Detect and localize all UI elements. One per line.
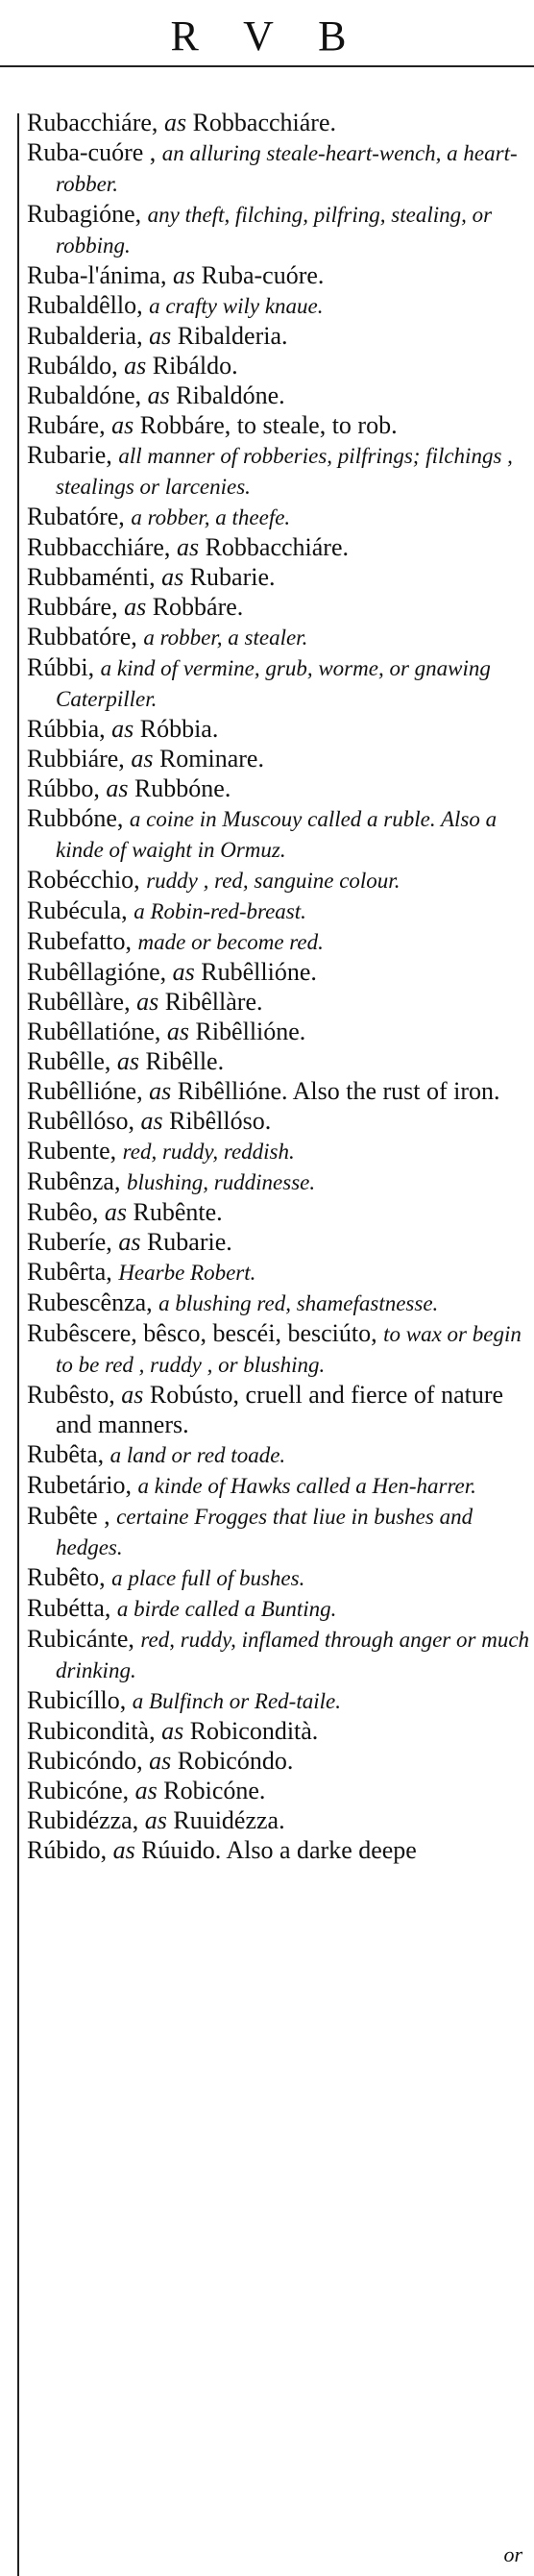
dictionary-entry [27,1716,530,1746]
dictionary-entry [27,1805,530,1835]
entry-gloss: a birde called a Bunting. [116,1597,337,1621]
entry-headword: Rubalderia, [27,322,143,350]
entry-gloss: a crafty wily knaue. [149,294,324,318]
entry-headword: Rubetário, [27,1471,133,1499]
entry-headword: Rubaldêllo, [27,291,143,319]
dictionary-entry [27,440,530,502]
entry-cross-reference-marker: as [116,1047,139,1075]
entry-headword: Rúbbi, [27,653,95,681]
dictionary-entry [27,1197,530,1227]
entry-reference: Ruuidézza. [173,1806,285,1834]
entry-headword: Rubbiáre, [27,745,125,773]
entry-headword: Rubête , [27,1502,110,1530]
entry-reference: Robicondità. [189,1717,319,1745]
entry-gloss: red, ruddy, inflamed through anger or much drinking. [56,1628,530,1682]
entry-gloss: a Robin-red-breast. [134,899,306,923]
dictionary-entry [27,622,530,652]
entry-cross-reference-marker: as [134,1777,158,1804]
entry-headword: Rubêto, [27,1563,106,1591]
entry-headword: Rubicóne, [27,1777,130,1804]
entry-cross-reference-marker: as [149,1747,172,1775]
entry-list [27,108,530,1865]
entry-headword: Rubarie, [27,441,112,469]
entry-cross-reference-marker: as [131,745,154,773]
dictionary-entry [27,562,530,592]
entry-cross-reference-marker: as [136,988,159,1016]
dictionary-entry [27,532,530,562]
header-rule [0,65,534,67]
entry-gloss: to wax or begin to be red , ruddy , or blushing. [56,1322,522,1377]
entry-gloss: red, ruddy, reddish. [122,1140,295,1164]
dictionary-entry [27,1017,530,1046]
entry-cross-reference-marker: as [163,109,187,136]
entry-gloss: a land or red toade. [109,1443,286,1467]
dictionary-entry [27,926,530,957]
entry-headword: Ruba-cuóre , [27,138,157,166]
entry-headword: Rubêrta, [27,1258,112,1286]
dictionary-entry [27,260,530,290]
entry-reference: Róbbia. [139,715,219,743]
entry-reference: Rubarie. [146,1228,232,1256]
entry-headword: Rubáldo, [27,352,118,380]
entry-cross-reference-marker: as [112,1836,135,1864]
dictionary-entry [27,137,530,199]
entry-headword: Ruberíe, [27,1228,112,1256]
entry-headword: Rubicíllo, [27,1686,127,1714]
entry-headword: Rubbacchiáre, [27,533,171,561]
entry-reference: Rubbóne. [134,774,231,802]
entry-cross-reference-marker: as [147,381,170,409]
entry-cross-reference-marker: as [172,958,195,986]
dictionary-entry [27,1076,530,1106]
dictionary-entry [27,290,530,321]
dictionary-entry [27,1166,530,1197]
entry-reference: Robicóndo. [177,1747,294,1775]
entry-gloss: a robber, a theefe. [131,505,291,529]
dictionary-entry [27,1685,530,1716]
dictionary-entry [27,351,530,380]
entry-headword: Rubbatóre, [27,623,137,650]
entry-headword: Rúbbia, [27,715,106,743]
column-rule [17,113,19,2576]
entry-gloss: made or become red. [137,930,324,954]
entry-gloss: Hearbe Robert. [118,1261,256,1285]
dictionary-entry [27,987,530,1017]
entry-reference: Robicóne. [163,1777,266,1804]
entry-headword: Rubicóndo, [27,1747,143,1775]
dictionary-entry [27,1624,530,1685]
dictionary-entry [27,1136,530,1166]
dictionary-entry [27,321,530,351]
entry-gloss: a kinde of Hawks called a Hen-harrer. [137,1474,476,1498]
running-head: R V B [170,12,364,60]
entry-cross-reference-marker: as [106,774,129,802]
dictionary-entry [27,1746,530,1776]
dictionary-entry [27,1257,530,1288]
entry-gloss: all manner of robberies, pilfrings; filchings , stealings or larcenies. [56,444,513,499]
dictionary-entry [27,773,530,803]
entry-cross-reference-marker: as [124,593,147,621]
entry-headword: Rubaldóne, [27,381,142,409]
entry-cross-reference-marker: as [149,1077,172,1105]
entry-cross-reference-marker: as [111,411,134,439]
entry-gloss: a Bulfinch or Red-taile. [132,1689,341,1713]
dictionary-entry [27,714,530,744]
entry-gloss: any theft, filching, pilfring, stealing, or robbing. [56,203,493,258]
dictionary-entry [27,1501,530,1562]
entry-headword: Rubécula, [27,896,128,924]
dictionary-entry [27,502,530,532]
entry-gloss: an alluring steale-heart-wench, a heart-robber. [56,141,518,196]
entry-headword: Rubbaménti, [27,563,156,591]
entry-headword: Rubagióne, [27,200,142,228]
entry-headword: Rubêta, [27,1440,105,1468]
entry-headword: Rúbbo, [27,774,100,802]
entry-headword: Rubefatto, [27,927,133,955]
dictionary-entry [27,1106,530,1136]
dictionary-entry [27,410,530,440]
entry-headword: Robécchio, [27,866,140,894]
dictionary-entry [27,380,530,410]
entry-headword: Rubêllióne, [27,1077,143,1105]
dictionary-entry [27,1227,530,1257]
dictionary-entry [27,1776,530,1805]
entry-headword: Ruba-l'ánima, [27,261,167,289]
entry-gloss: a robber, a stealer. [143,626,308,650]
dictionary-entry [27,108,530,137]
entry-reference: Ribáldo. [152,352,238,380]
entry-headword: Rubêllóso, [27,1107,134,1135]
dictionary-entry [27,1380,530,1439]
entry-reference: Ribaldóne. [176,381,285,409]
dictionary-entry [27,1835,530,1865]
dictionary-entry [27,1593,530,1624]
entry-reference: Robbáre. [152,593,244,621]
entry-headword: Rúbido, [27,1836,108,1864]
dictionary-entry [27,199,530,260]
entry-headword: Rubidézza, [27,1806,139,1834]
entry-reference: Ribalderia. [177,322,288,350]
entry-cross-reference-marker: as [144,1806,167,1834]
entry-headword: Rubêllatióne, [27,1018,161,1045]
entry-cross-reference-marker: as [161,563,184,591]
entry-headword: Rubêscere, bêsco, bescéi, besciúto, [27,1319,377,1347]
entry-cross-reference-marker: as [140,1107,163,1135]
entry-headword: Rubêo, [27,1198,99,1226]
entry-reference: Rubênte. [133,1198,223,1226]
dictionary-entry [27,895,530,926]
entry-gloss: ruddy , red, sanguine colour. [146,869,400,893]
dictionary-entry [27,1470,530,1501]
entry-gloss: blushing, ruddinesse. [126,1170,316,1194]
dictionary-entry [27,865,530,895]
dictionary-entry [27,744,530,773]
entry-headword: Rubacchiáre, [27,109,158,136]
entry-headword: Rubbóne, [27,804,124,832]
entry-headword: Rubêllàre, [27,988,131,1016]
entry-reference: Ribêllàre. [164,988,263,1016]
entry-reference: Rubêllióne. [201,958,317,986]
entry-headword: Rubbáre, [27,593,118,621]
entry-headword: Rubescênza, [27,1288,153,1316]
dictionary-entry [27,1318,530,1380]
entry-headword: Rubêllagióne, [27,958,167,986]
dictionary-entry [27,652,530,714]
entry-reference: Rúuido. Also a darke deepe [141,1836,417,1864]
entry-headword: Rubicánte, [27,1625,134,1653]
entry-gloss: a blushing red, shamefastnesse. [158,1291,439,1315]
entry-reference: Robbáre, to steale, to rob. [139,411,398,439]
entry-reference: Rubarie. [189,563,276,591]
entry-gloss: certaine Frogges that liue in bushes and hedges. [56,1505,473,1559]
entry-reference: Ribêlle. [145,1047,225,1075]
entry-cross-reference-marker: as [172,261,196,289]
entry-headword: Rubatóre, [27,503,125,530]
entry-cross-reference-marker: as [104,1198,128,1226]
entry-cross-reference-marker: as [176,533,200,561]
dictionary-entry [27,803,530,865]
entry-reference: Robústo, cruell and fierce of nature and manners. [56,1381,504,1438]
entry-headword: Rubêsto, [27,1381,115,1409]
entry-headword: Rubáre, [27,411,106,439]
entry-reference: Ruba-cuóre. [201,261,325,289]
entry-gloss: a kind of vermine, grub, worme, or gnawing Caterpiller. [56,656,491,711]
entry-cross-reference-marker: as [121,1381,144,1409]
dictionary-entry [27,1439,530,1470]
entry-headword: Rubêlle, [27,1047,111,1075]
entry-cross-reference-marker: as [124,352,147,380]
dictionary-entry [27,1046,530,1076]
entry-cross-reference-marker: as [149,322,172,350]
dictionary-entry [27,592,530,622]
entry-headword: Rubicondità, [27,1717,156,1745]
dictionary-entry [27,957,530,987]
catchword: or [503,2542,522,2566]
entry-reference: Rominare. [158,745,264,773]
entry-cross-reference-marker: as [161,1717,184,1745]
entry-reference: Ribêllióne. [195,1018,306,1045]
entry-headword: Rubente, [27,1137,117,1165]
entry-cross-reference-marker: as [118,1228,141,1256]
entry-cross-reference-marker: as [166,1018,189,1045]
entry-gloss: a place full of bushes. [111,1566,305,1590]
entry-gloss: a coine in Muscouy called a ruble. Also a kinde of waight in Ormuz. [56,807,498,862]
entry-reference: Robbacchiáre. [205,533,349,561]
entry-reference: Robbacchiáre. [192,109,336,136]
entry-headword: Rubétta, [27,1594,111,1622]
dictionary-entry [27,1288,530,1318]
entry-headword: Rubênza, [27,1167,121,1195]
entry-cross-reference-marker: as [111,715,134,743]
dictionary-entry [27,1562,530,1593]
entry-reference: Ribêllióne. Also the rust of iron. [177,1077,500,1105]
entry-reference: Ribêllóso. [169,1107,272,1135]
